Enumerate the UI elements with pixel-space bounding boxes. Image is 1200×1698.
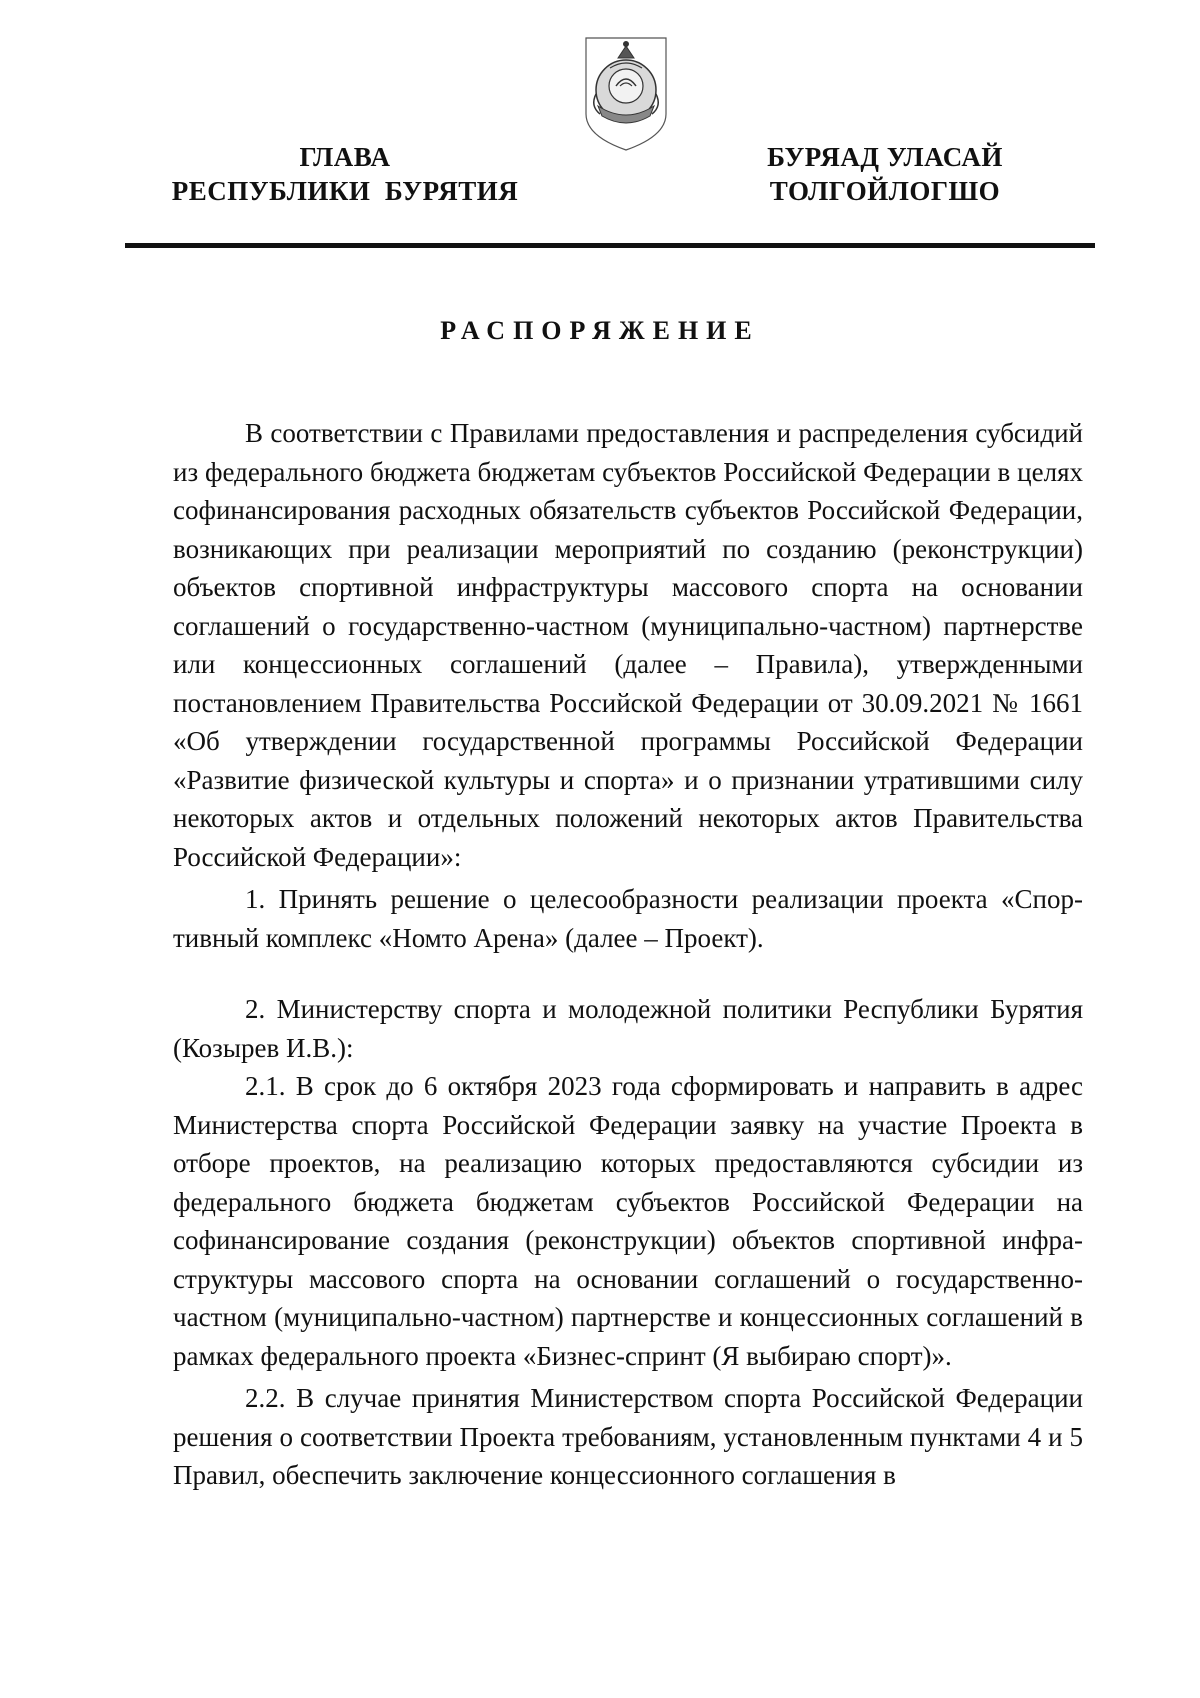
preamble-block: [173, 414, 1083, 876]
preamble-paragraph: В соответствии с Правилами предоставления и распределения субсидий из федерального бюджета бюджетам субъектов Российской Федерации в целях софинансирования расходных обязательств субъектов Российской Федерации, возникающих при реализации мероприятий по созданию (реконструкции) объектов спортивной инфраструктуры массового спорта на основании соглашений о государственно-частном (муниципально-частном) партнерстве или концессионных соглашений (далее – Правила), утвержденными постановлением Правительства Российской Федерации от 30.09.2021 № 1661 «Об утверждении государственной программы Российской Федерации «Развитие физической культуры и спорта» и о признании утратившими силу некоторых актов и отдельных положений некоторых актов Правительства Российской Федерации»:: [173, 418, 1083, 872]
item2-block: [173, 990, 1083, 1495]
header-right-line1: БУРЯАД УЛАСАЙ: [767, 142, 1003, 172]
header-left-title: [160, 140, 530, 208]
header-right-title: [735, 140, 1035, 208]
header-left-line2: РЕСПУБЛИКИ БУРЯТИЯ: [171, 176, 519, 206]
item2-1-paragraph: 2.1. В срок до 6 октября 2023 года сформировать и направить в адрес Министерства спорта Российской Федерации заявку на участие Проекта в отборе проектов, на реализацию которых предоставляются субсидии из федерального бюджета бюджетам субъектов Российской Федерации на софинансирование создания (реконструкции) объектов спортивной инфраструктуры массового спорта на основании соглашений о государственно-частном (муниципально-частном) партнерстве и концессионных соглашений в рамках федерального проекта «Бизнес-спринт (Я выбираю спорт)».: [173, 1071, 1083, 1371]
coat-of-arms-emblem: [580, 28, 672, 154]
header-right-line2: ТОЛГОЙЛОГШО: [769, 176, 1001, 206]
item1-block: [173, 880, 1083, 957]
item2-2-paragraph: 2.2. В случае принятия Министерством спорта Российской Федерации решения о соответствии Проекта требованиям, установленным пунктами 4 и 5 Правил, обеспечить заключение концессионного соглашения в: [173, 1383, 1083, 1490]
item2-paragraph: 2. Министерству спорта и молодежной политики Республики Бурятия (Козырев И.В.):: [173, 994, 1083, 1063]
item1-paragraph: 1. Принять решение о целесообразности реализации проекта «Спортивный комплекс «Номто Арена» (далее – Проект).: [173, 884, 1083, 953]
header-left-line1: ГЛАВА: [299, 142, 391, 172]
header-divider: [125, 243, 1095, 248]
document-title: РАСПОРЯЖЕНИЕ: [440, 316, 760, 345]
